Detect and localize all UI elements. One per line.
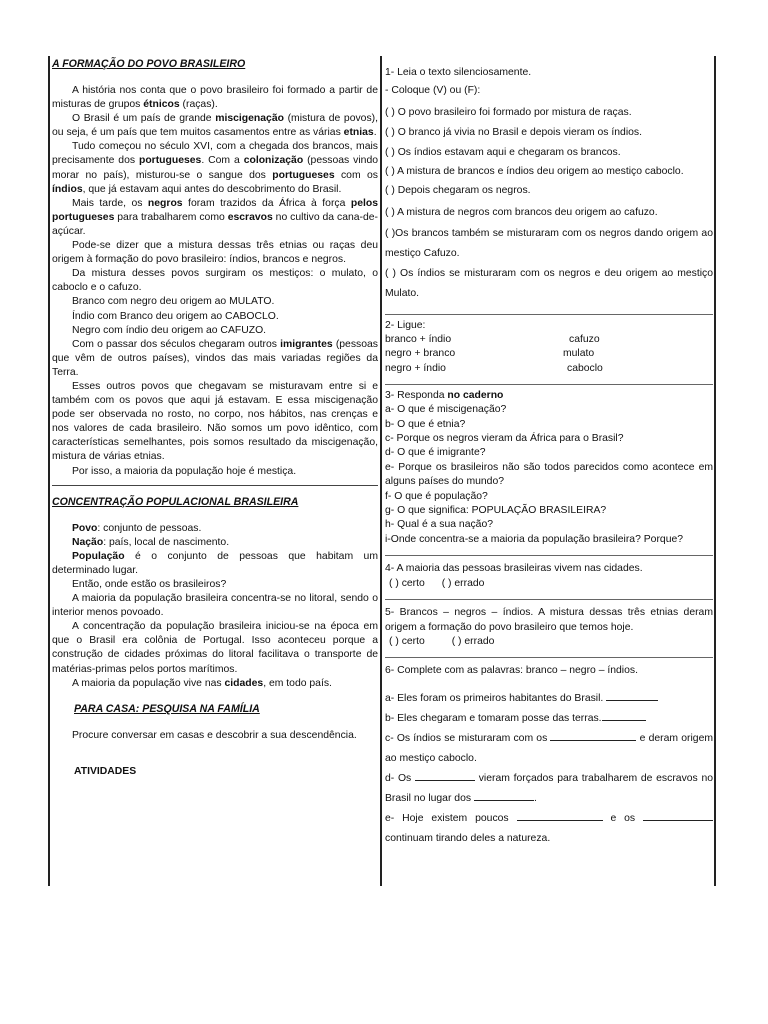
paragraph: Esses outros povos que chegavam se misturavam entre si e também com os povos que aqui já estavam. E essa miscigenação pode ser observada no rosto, no corpo, nos hábitos, nas crenças e nos valores de cada brasileiro. Não somos um povo idêntico, com características semelhantes, pois somos resultado da miscigenação, mistura de várias etnias.: [52, 380, 378, 463]
paragraph: A concentração da população brasileira iniciou-se na época em que o Brasil era colônia de Portugal. Isso aconteceu porque a construção de cidades próximas do litoral facilitava o transporte de matérias-primas pelos portos marítimos.: [52, 621, 378, 675]
vf-item: ( ) A mistura de negros com brancos deu origem ao cafuzo.: [385, 206, 658, 218]
q3-item: f- O que é população?: [385, 490, 488, 502]
match-left-item: negro + branco: [385, 348, 456, 360]
option-errado: ( ) errado: [441, 577, 485, 589]
mix-line: Negro com índio deu origem ao CAFUZO.: [72, 324, 267, 336]
vf-item: ( ) O povo brasileiro foi formado por mistura de raças.: [385, 106, 632, 118]
paragraph: Tudo começou no século XVI, com a chegada dos brancos, mais precisamente dos portugueses. Com a colonização (pessoas vindo morar no país), misturou-se o sangue dos portugueses com os índios, que já estavam aqui antes do descobrimento do Brasil.: [52, 141, 379, 195]
center-divider-line: [380, 56, 382, 886]
right-border-line: [714, 56, 716, 886]
question-1-title: 1- Leia o texto silenciosamente.: [385, 67, 532, 78]
question-1-instruction: - Coloque (V) ou (F):: [385, 85, 481, 97]
vf-item: ( ) A mistura de brancos e índios deu origem ao mestiço caboclo.: [385, 165, 684, 177]
paragraph: Por isso, a maioria da população hoje é mestiça.: [72, 465, 297, 477]
paragraph: Com o passar dos séculos chegaram outros imigrantes (pessoas que vêm de outros países), vindos das mais variadas regiões da Terra.: [52, 338, 378, 378]
q3-item: g- O que significa: POPULAÇÃO BRASILEIRA?: [385, 505, 607, 517]
vf-item: ( ) Os índios se misturaram com os negros e deu origem ao mestiço Mulato.: [385, 267, 713, 299]
left-column: [52, 58, 378, 779]
section-divider: [385, 599, 713, 600]
paragraph: A maioria da população vive nas cidades, em todo país.: [72, 677, 332, 689]
vf-item: ( ) Depois chegaram os negros.: [385, 184, 531, 196]
q6-item-b: b- Eles chegaram e tomaram posse das terras.: [385, 709, 713, 729]
section-divider: [385, 657, 713, 658]
q3-item: c- Porque os negros vieram da África para o Brasil?: [385, 433, 624, 445]
q4-options: [385, 577, 713, 591]
section-title-concentracao: CONCENTRAÇÃO POPULACIONAL BRASILEIRA: [52, 495, 299, 508]
question-3-title: 3- Responda no caderno: [385, 389, 504, 401]
section-divider: [385, 314, 713, 315]
match-grid: [385, 333, 713, 376]
q6-item-c: c- Os índios se misturaram com os e deram origem ao mestiço caboclo.: [385, 732, 714, 764]
mix-line: Índio com Branco deu origem ao CABOCLO.: [72, 310, 279, 322]
question-5-title: 5- Brancos – negros – índios. A mistura dessas três etnias deram origem a formação do povo brasileiro que temos hoje.: [385, 607, 713, 633]
q3-item: i-Onde concentra-se a maioria da população brasileira? Porque?: [385, 533, 684, 545]
answer-blank[interactable]: [474, 791, 534, 801]
answer-blank[interactable]: [643, 811, 713, 821]
paragraph: Então, onde estão os brasileiros?: [72, 579, 227, 590]
activities-heading: ATIVIDADES: [74, 765, 137, 777]
answer-blank[interactable]: [415, 771, 475, 781]
right-column: [385, 66, 713, 849]
q5-options: [385, 635, 713, 649]
definition-povo: Povo: conjunto de pessoas.: [72, 522, 202, 534]
section-divider: [52, 485, 378, 486]
q6-item-e: e- Hoje existem poucos e os continuam tirando deles a natureza.: [385, 809, 713, 849]
vf-item: ( ) O branco já vivia no Brasil e depois vieram os índios.: [385, 126, 642, 138]
q3-item: b- O que é etnia?: [385, 418, 466, 430]
match-right-item: mulato: [563, 348, 595, 360]
paragraph: O Brasil é um país de grande miscigenação (mistura de povos), ou seja, é um país que tem muitos casamentos entre as várias etnias.: [52, 113, 378, 139]
answer-blank[interactable]: [517, 811, 603, 821]
question-6-title: 6- Complete com as palavras: branco – negro – índios.: [385, 665, 638, 677]
answer-blank[interactable]: [550, 731, 636, 741]
section-divider: [385, 555, 713, 556]
definition-nacao: Nação: país, local de nascimento.: [72, 536, 230, 548]
question-2-title: 2- Ligue:: [385, 319, 426, 331]
vf-item: ( ) Os índios estavam aqui e chegaram os brancos.: [385, 146, 621, 158]
paragraph: A história nos conta que o povo brasileiro foi formado a partir de misturas de grupos étnicos (raças).: [52, 85, 378, 111]
option-certo: ( ) certo: [389, 635, 425, 647]
option-certo: ( ) certo: [389, 577, 425, 589]
answer-blank[interactable]: [602, 711, 646, 721]
paragraph: A maioria da população brasileira concentra-se no litoral, sendo o interior menos povoado.: [52, 593, 378, 619]
match-left-item: negro + índio: [385, 362, 446, 374]
paragraph: Pode-se dizer que a mistura dessas três etnias ou raças deu origem à formação do povo brasileiro: índios, brancos e negros.: [52, 240, 378, 266]
question-4-title: 4- A maioria das pessoas brasileiras vivem nas cidades.: [385, 563, 643, 575]
q3-item: d- O que é imigrante?: [385, 447, 486, 459]
match-left-item: branco + índio: [385, 334, 452, 346]
option-errado: ( ) errado: [451, 635, 495, 647]
paragraph: Mais tarde, os negros foram trazidos da África à força pelos portugueses para trabalharem como escravos no cultivo da cana-de-açúcar.: [52, 197, 379, 237]
homework-text: Procure conversar em casas e descobrir a sua descendência.: [72, 729, 357, 741]
paragraph: Da mistura desses povos surgiram os mestiços: o mulato, o caboclo e o cafuzo.: [52, 268, 378, 294]
q3-item: e- Porque os brasileiros não são todos parecidos como acontece em alguns países do mundo?: [385, 461, 713, 488]
vf-item: ( )Os brancos também se misturaram com os negros dando origem ao mestiço Cafuzo.: [385, 227, 713, 259]
match-right-item: caboclo: [567, 362, 603, 374]
section-title-formacao: A FORMAÇÃO DO POVO BRASILEIRO: [52, 58, 246, 70]
definition-populacao: População é o conjunto de pessoas que habitam um determinado lugar.: [52, 550, 378, 576]
match-right-item: cafuzo: [569, 334, 600, 346]
q3-item: h- Qual é a sua nação?: [385, 519, 494, 531]
section-title-para-casa: PARA CASA: PESQUISA NA FAMÍLIA: [74, 702, 260, 715]
section-divider: [385, 384, 713, 385]
q6-item-d: d- Os vieram forçados para trabalharem de escravos no Brasil no lugar dos .: [385, 772, 714, 804]
mix-line: Branco com negro deu origem ao MULATO.: [72, 296, 275, 308]
q3-item: a- O que é miscigenação?: [385, 404, 507, 416]
answer-blank[interactable]: [606, 691, 658, 701]
left-border-line: [48, 56, 50, 886]
q6-item-a: a- Eles foram os primeiros habitantes do Brasil.: [385, 689, 713, 709]
